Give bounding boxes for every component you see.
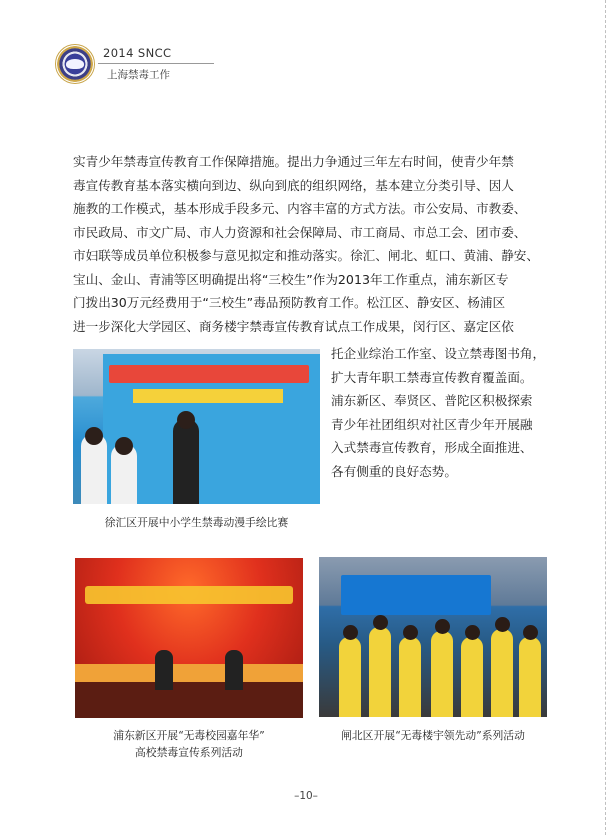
sncc-logo-icon	[55, 44, 95, 84]
photo-student-head	[177, 411, 195, 429]
photo-volunteer	[399, 637, 421, 717]
photo-cartoon-drawing-contest	[73, 349, 320, 504]
paragraph-line: 毒宣传教育基本落实横向到边、纵向到底的组织网络，基本建立分类引导、因人	[73, 177, 514, 193]
photo2-caption-line2: 高校禁毒宣传系列活动	[135, 746, 243, 759]
photo-stage-floor	[75, 682, 303, 718]
photo-yellow-banner	[133, 389, 283, 403]
paragraph-line: 入式禁毒宣传教育，形成全面推进、	[331, 440, 533, 455]
paragraph-line: 市妇联等成员单位积极参与意见拟定和推动落实。徐汇、闸北、虹口、黄浦、静安、	[73, 248, 539, 263]
photo1-caption: 徐汇区开展中小学生禁毒动漫手绘比赛	[104, 516, 289, 529]
paragraph-line: 扩大青年职工禁毒宣传教育覆盖面。	[331, 369, 533, 385]
paragraph-line: 市民政局、市文广局、市人力资源和社会保障局、市工商局、市总工会、团市委、	[73, 224, 527, 240]
photo-student-head	[115, 437, 133, 455]
paragraph-line: 托企业综治工作室、设立禁毒图书角，	[331, 346, 546, 361]
photo-volunteer-head	[523, 625, 538, 640]
paragraph-line: 宝山、金山、青浦等区明确提出将“三校生”作为2013年工作重点，浦东新区专	[73, 271, 509, 287]
header-subtitle: 上海禁毒工作	[107, 69, 170, 81]
photo-blue-banner	[341, 575, 491, 615]
paragraph-line: 青少年社团组织对社区青少年开展融	[331, 416, 533, 432]
photo-student	[173, 419, 199, 504]
header-divider	[98, 63, 214, 64]
photo-volunteer	[431, 631, 453, 717]
photo-volunteer	[339, 637, 361, 717]
photo-drug-free-building	[319, 557, 547, 717]
photo-stage-flowers	[75, 664, 303, 682]
photo-volunteer-head	[373, 615, 388, 630]
photo-performer	[155, 650, 173, 690]
photo-volunteer-head	[343, 625, 358, 640]
photo3-caption: 闸北区开展“无毒楼宇领先动”系列活动	[341, 729, 525, 742]
photo-volunteer	[461, 637, 483, 717]
photo-student-head	[85, 427, 103, 445]
photo-campus-carnival	[75, 558, 303, 718]
photo-volunteer-head	[403, 625, 418, 640]
photo2-caption-line1: 浦东新区开展“无毒校园嘉年华”	[113, 729, 265, 742]
side-paragraph	[331, 342, 545, 483]
paragraph-line: 浦东新区、奉贤区、普陀区积极探索	[331, 393, 533, 408]
photo-volunteer	[519, 637, 541, 717]
photo-volunteer	[369, 627, 391, 717]
main-paragraph	[73, 150, 539, 338]
paragraph-line: 实青少年禁毒宣传教育工作保障措施。提出力争通过三年左右时间，使青少年禁	[73, 154, 514, 169]
photo-red-banner	[109, 365, 309, 383]
photo-volunteer-head	[495, 617, 510, 632]
paragraph-line: 进一步深化大学园区、商务楼宇禁毒宣传教育试点工作成果，闵行区、嘉定区依	[73, 318, 514, 334]
page-edge-guide	[605, 0, 606, 835]
paragraph-line: 门拨出30万元经费用于“三校生”毒品预防教育工作。松江区、静安区、杨浦区	[73, 295, 506, 310]
photo-volunteer	[491, 629, 513, 717]
photo-performer	[225, 650, 243, 690]
paragraph-line: 施教的工作模式，基本形成手段多元、内容丰富的方式方法。市公安局、市教委、	[73, 201, 527, 216]
page-number: –10–	[294, 790, 318, 802]
photo-stage-banner	[85, 586, 293, 604]
photo-volunteer-head	[465, 625, 480, 640]
photo-volunteer-head	[435, 619, 450, 634]
paragraph-line: 各有侧重的良好态势。	[331, 463, 457, 479]
header-title: 2014 SNCC	[103, 46, 172, 60]
